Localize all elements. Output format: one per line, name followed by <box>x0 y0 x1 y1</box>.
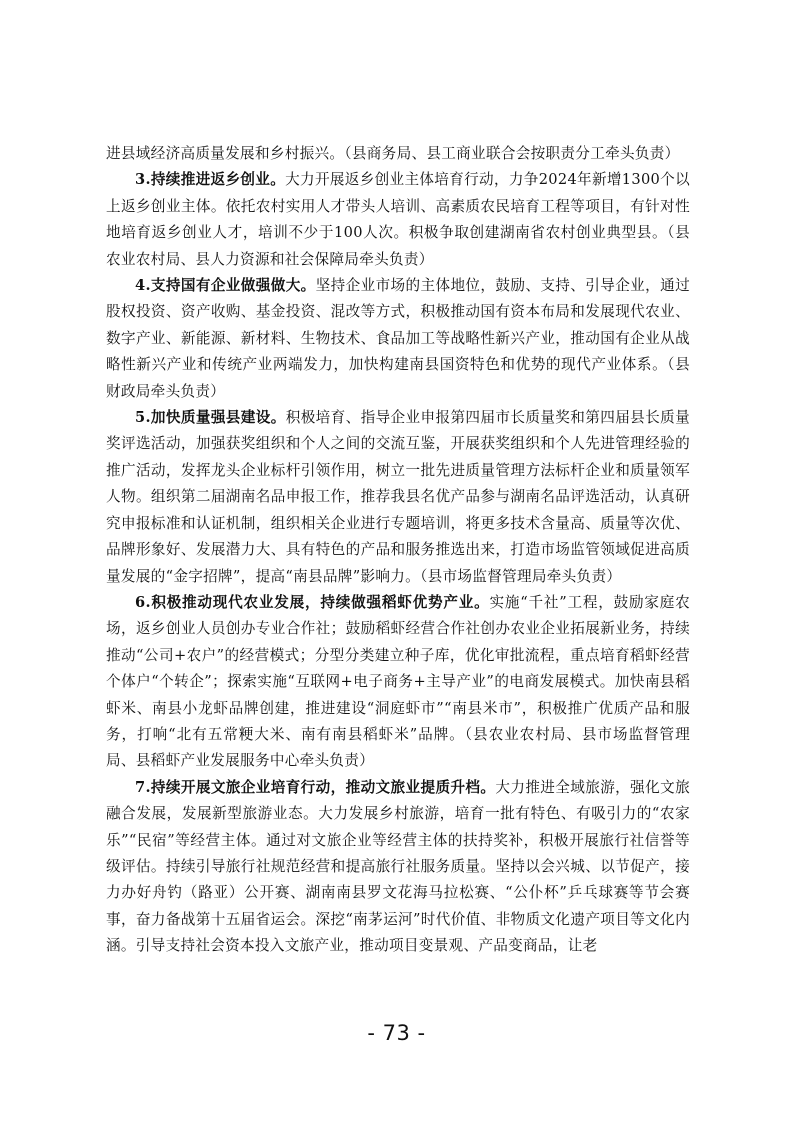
paragraph-quality-county <box>106 405 690 590</box>
paragraph-modern-agriculture <box>106 590 690 775</box>
paragraph-heading: 5.加快质量强县建设。 <box>135 409 286 427</box>
paragraph-intro <box>106 141 690 167</box>
paragraph-body: 大力推进全域旅游，强化文旅融合发展，发展新型旅游业态。大力发展乡村旅游，培育一批有特色、有吸引力的“农家乐”“民宿”等经营主体。通过对文旅企业等经营主体的扶持奖补，积极开展旅行社信誉等级评估。持续引导旅行社规范经营和提高旅行社服务质量。坚持以会兴城、以节促产，接力办好舟钓（路亚）公开赛、湖南南县罗文花海马拉松赛、“公仆杯”乒乓球赛等节会赛事，奋力备战第十五届省运会。深挖“南茅运河”时代价值、非物质文化遗产项目等文化内涵。引导支持社会资本投入文旅产业，推动项目变景观、产品变商品，让老 <box>106 778 690 955</box>
paragraph-culture-tourism <box>106 775 690 960</box>
paragraph-body: 坚持企业市场的主体地位，鼓励、支持、引导企业，通过股权投资、资产收购、基金投资、混改等方式，积极推动国有资本布局和发展现代农业、数字产业、新能源、新材料、生物技术、食品加工等战略性新兴产业，推动国有企业从战略性新兴产业和传统产业两端发力，加快构建南县国资特色和优势的现代产业体系。（县财政局牵头负责） <box>106 277 690 400</box>
paragraph-returnee-entrepreneurship <box>106 167 690 273</box>
paragraph-heading: 4.支持国有企业做强做大。 <box>135 277 316 295</box>
paragraph-body: 积极培育、指导企业申报第四届市长质量奖和第四届县长质量奖评选活动，加强获奖组织和个人之间的交流互鉴，开展获奖组织和个人先进管理经验的推广活动，发挥龙头企业标杆引领作用，树立一批先进质量管理方法标杆企业和质量领军人物。组织第二届湖南名品申报工作，推荐我县名优产品参与湖南名品评选活动，认真研究申报标准和认证机制，组织相关企业进行专题培训，将更多技术含量高、质量等次优、品牌形象好、发展潜力大、具有特色的产品和服务推选出来，打造市场监管领域促进高质量发展的“金字招牌”，提高“南县品牌”影响力。（县市场监督管理局牵头负责） <box>106 409 690 585</box>
document-page <box>106 141 690 960</box>
paragraph-body: 进县域经济高质量发展和乡村振兴。（县商务局、县工商业联合会按职责分工牵头负责） <box>106 145 680 162</box>
paragraph-heading: 7.持续开展文旅企业培育行动，推动文旅业提质升档。 <box>135 778 496 796</box>
paragraph-body: 大力开展返乡创业主体培育行动，力争2024年新增1300个以上返乡创业主体。依托农村实用人才带头人培训、高素质农民培育工程等项目，有针对性地培育返乡创业人才，培训不少于100人次。积极争取创建湖南省农村创业典型县。（县农业农村局、县人力资源和社会保障局牵头负责） <box>106 171 690 268</box>
paragraph-heading: 6.积极推动现代农业发展，持续做强稻虾优势产业。 <box>135 593 490 611</box>
paragraph-state-owned-enterprises <box>106 273 690 405</box>
paragraph-body: 实施“千社”工程，鼓励家庭农场，返乡创业人员创办专业合作社；鼓励稻虾经营合作社创办农业企业拓展新业务，持续推动“公司+农户”的经营模式；分型分类建立种子库，优化审批流程，重点培育稻虾经营个体户“个转企”；探索实施“互联网+电子商务+主导产业”的电商发展模式。加快南县稻虾米、南县小龙虾品牌创建，推进建设“洞庭虾市”“南县米市”，积极推广优质产品和服务，打响“北有五常粳大米、南有南县稻虾米”品牌。（县农业农村局、县市场监督管理局、县稻虾产业发展服务中心牵头负责） <box>106 593 691 770</box>
paragraph-heading: 3.持续推进返乡创业。 <box>135 171 286 189</box>
page-number: - 73 - <box>367 1021 426 1045</box>
